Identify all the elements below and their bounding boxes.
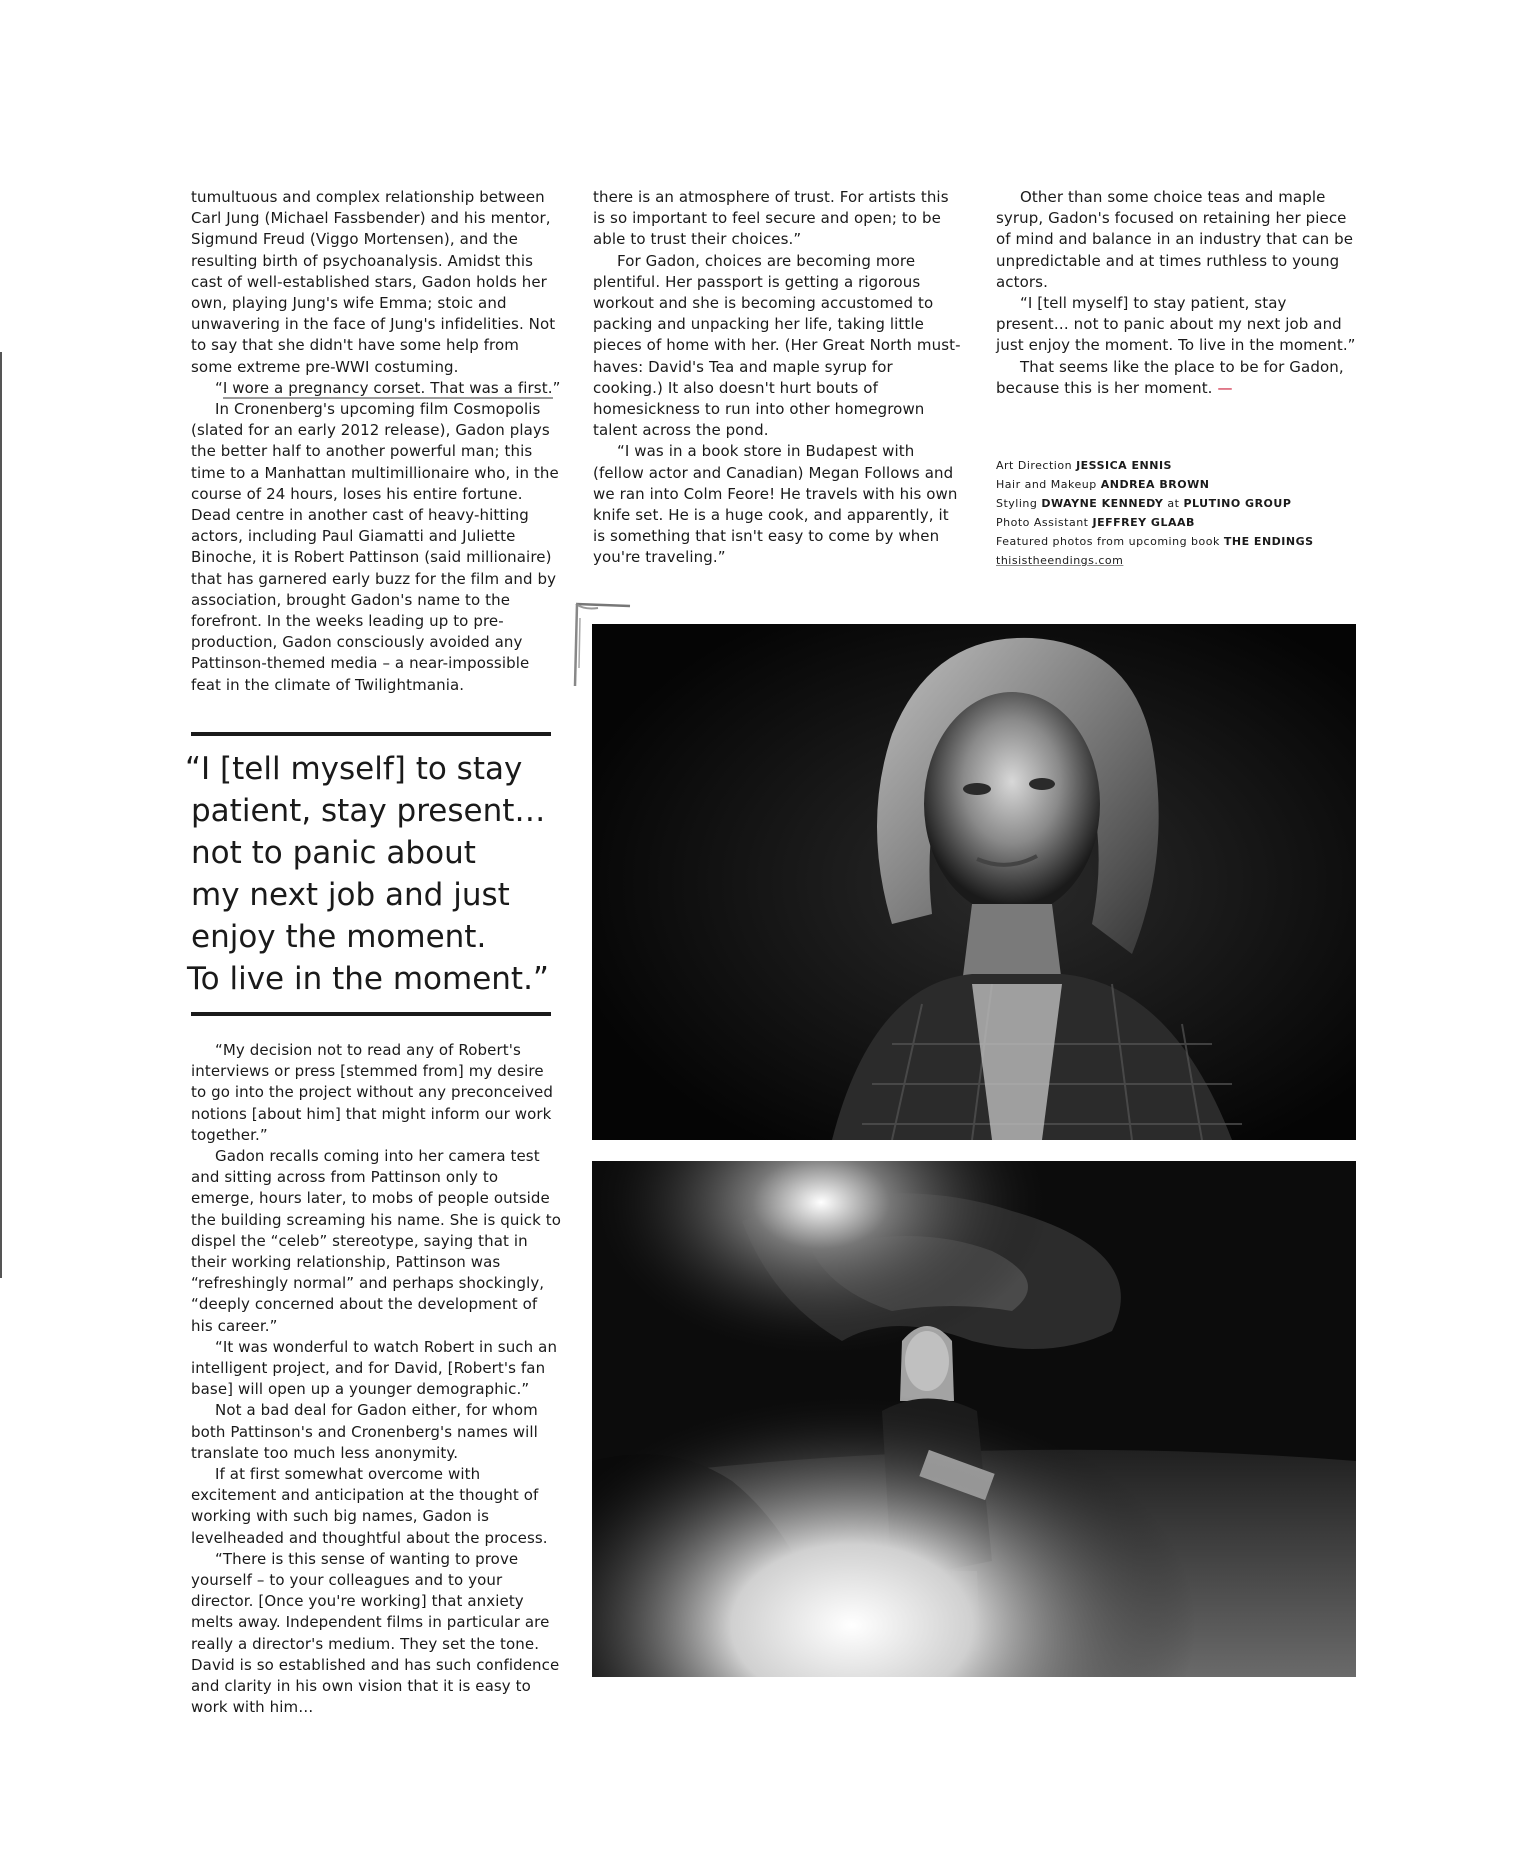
pull-quote-line: enjoy the moment.: [191, 919, 487, 955]
credit-name: JEFFREY GLAAB: [1092, 516, 1195, 529]
pull-quote-line: my next job and just: [191, 877, 510, 913]
paragraph: “I [tell myself] to stay patient, stay present… not to panic about my next job and just enjoy the moment. To live in the moment.”: [996, 294, 1356, 355]
article-column-1-bottom: [191, 1040, 561, 1719]
credit-name: DWAYNE KENNEDY: [1041, 497, 1164, 510]
margin-marker-bar: [0, 352, 2, 1278]
credit-styling: [996, 494, 1376, 513]
photo-credits: [996, 456, 1376, 570]
pull-quote: [185, 732, 551, 1016]
article-column-3: [996, 187, 1356, 399]
credit-art-direction: [996, 456, 1376, 475]
paragraph: Gadon recalls coming into her camera test and sitting across from Pattinson only to emerge, hours later, to mobs of people outside the building screaming his name. She is quick to dispel the “celeb” stereotype, saying that in their working relationship, Pattinson was “refreshingly normal” and perhaps shockingly, “deeply concerned about the development of his career.”: [191, 1147, 561, 1335]
end-mark: —: [1217, 378, 1233, 397]
credit-name: ANDREA BROWN: [1100, 478, 1210, 491]
photo-woman-street: [592, 1161, 1356, 1677]
pencil-underlined-quote: I wore a pregnancy corset. That was a first.: [222, 378, 553, 397]
credit-label: Hair and Makeup: [996, 478, 1097, 491]
credit-featured-book: [996, 532, 1376, 551]
paragraph: Not a bad deal for Gadon either, for whom both Pattinson's and Cronenberg's names will translate too much less anonymity.: [191, 1401, 538, 1462]
close-quote: ”: [552, 378, 561, 397]
closing-paragraph: [996, 357, 1356, 399]
pull-quote-line: not to panic about: [191, 835, 476, 871]
pull-quote-line: “I [tell myself] to stay: [185, 751, 523, 787]
credit-hair-makeup: [996, 475, 1376, 494]
pull-quote-line: To live in the moment.”: [187, 961, 549, 997]
credit-url[interactable]: [996, 551, 1376, 570]
paragraph: In Cronenberg's upcoming film Cosmopolis (slated for an early 2012 release), Gadon plays the better half to another powerful man; this time to a Manhattan multimillionaire who, in the course of 24 hours, loses his entire fortune. Dead centre in another cast of heavy-hitting actors, including Paul Giamatti and Juliette Binoche, it is Robert Pattinson (said millionaire) that has garnered early buzz for the film and by association, brought Gadon's name to the forefront. In the weeks leading up to pre-production, Gadon consciously avoided any Pattinson-themed media – a near-impossible feat in the climate of Twilightmania.: [191, 400, 559, 694]
paragraph: “My decision not to read any of Robert's interviews or press [stemmed from] my desire to go into the project without any preconceived notions [about him] that might inform our work together.”: [191, 1041, 553, 1144]
credit-label: Styling: [996, 497, 1038, 510]
paragraph: “I was in a book store in Budapest with (fellow actor and Canadian) Megan Follows and we ran into Colm Feore! He travels with his own knife set. He is a huge cook, and apparently, it is something that isn't easy to come by when you're traveling.”: [593, 442, 958, 567]
credit-company: PLUTINO GROUP: [1183, 497, 1292, 510]
closing-text: That seems like the place to be for Gadon, because this is her moment.: [996, 357, 1344, 397]
paragraph: If at first somewhat overcome with excitement and anticipation at the thought of working with such big names, Gadon is levelheaded and thoughtful about the process.: [191, 1465, 548, 1547]
credit-photo-assistant: [996, 513, 1376, 532]
credit-label: Featured photos from upcoming book: [996, 535, 1220, 548]
credit-book: THE ENDINGS: [1223, 535, 1314, 548]
credit-name: JESSICA ENNIS: [1076, 459, 1172, 472]
paragraph: tumultuous and complex relationship between Carl Jung (Michael Fassbender) and his mentor, Sigmund Freud (Viggo Mortensen), and the resulting birth of psychoanalysis. Amidst this cast of well-established stars, Gadon holds her own, playing Jung's wife Emma; stoic and unwavering in the face of Jung's infidelities. Not to say that she didn't have some help from some extreme pre-WWI costuming.: [191, 188, 556, 376]
credit-at: at: [1167, 497, 1180, 510]
paragraph: there is an atmosphere of trust. For artists this is so important to feel secure and open; to be able to trust their choices.”: [593, 188, 949, 249]
paragraph: “It was wonderful to watch Robert in such an intelligent project, and for David, [Robert's fan base] will open up a younger demographic.”: [191, 1337, 558, 1399]
pull-quote-line: patient, stay present…: [191, 793, 546, 829]
photo-woman-portrait: [592, 624, 1356, 1140]
website-link[interactable]: thisistheendings.com: [996, 554, 1124, 567]
paragraph: For Gadon, choices are becoming more plentiful. Her passport is getting a rigorous workout and she is becoming accustomed to packing and unpacking her life, taking little pieces of home with her. (Her Great North must-haves: David's Tea and maple syrup for cooking.) It also doesn't hurt bouts of homesickness to run into other homegrown talent across the pond.: [593, 251, 961, 440]
article-column-1-top: [191, 187, 561, 696]
paragraph: Other than some choice teas and maple syrup, Gadon's focused on retaining her piece of mind and balance in an industry that can be unpredictable and at times ruthless to young actors.: [996, 188, 1354, 291]
paragraph: “There is this sense of wanting to prove yourself – to your colleagues and to your director. [Once you're working] that anxiety melts away. Independent films in particular are really a director's medium. They set the tone. David is so established and has such confidence and clarity in his own vision that it is easy to work with him…: [191, 1549, 560, 1717]
corset-quote-paragraph: [191, 378, 561, 399]
article-column-2: [593, 187, 963, 569]
credit-label: Photo Assistant: [996, 516, 1089, 529]
credit-label: Art Direction: [996, 459, 1073, 472]
open-quote: “: [215, 378, 223, 397]
